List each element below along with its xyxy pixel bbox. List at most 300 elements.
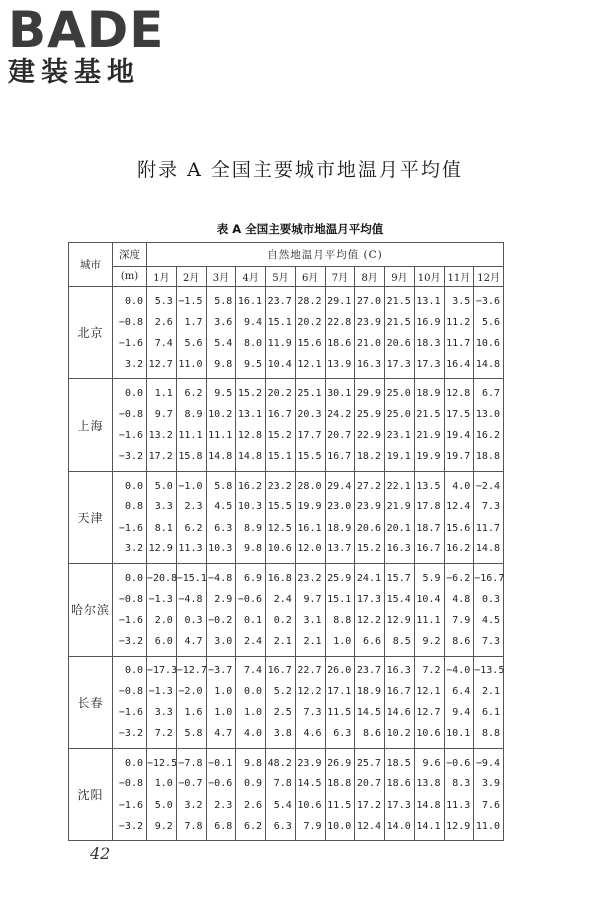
temperature-cell: 7.4 bbox=[236, 656, 266, 681]
temperature-cell: 14.0 bbox=[385, 816, 415, 841]
temperature-cell: 12.2 bbox=[355, 610, 385, 631]
temperature-cell: 15.6 bbox=[295, 333, 325, 354]
temperature-cell: 2.0 bbox=[147, 610, 177, 631]
temperature-cell: 7.6 bbox=[474, 795, 504, 816]
city-name: 沈阳 bbox=[69, 748, 113, 840]
temperature-cell: 19.4 bbox=[444, 425, 474, 446]
table-row bbox=[69, 773, 504, 794]
temperature-cell: 5.3 bbox=[147, 287, 177, 312]
temperature-cell: 1.1 bbox=[147, 379, 177, 404]
temperature-cell: 6.3 bbox=[325, 723, 355, 748]
header-month: 4月 bbox=[236, 267, 266, 287]
temperature-cell: 15.5 bbox=[266, 496, 296, 517]
temperature-cell: −0.6 bbox=[444, 748, 474, 773]
temperature-cell: 18.8 bbox=[325, 773, 355, 794]
depth-cell: −1.6 bbox=[113, 610, 147, 631]
temperature-cell: 19.9 bbox=[414, 446, 444, 471]
depth-cell: −1.6 bbox=[113, 517, 147, 538]
temperature-cell: 28.0 bbox=[295, 471, 325, 496]
temperature-cell: −1.0 bbox=[176, 471, 206, 496]
temperature-cell: 11.3 bbox=[444, 795, 474, 816]
temperature-cell: 19.1 bbox=[385, 446, 415, 471]
temperature-cell: 2.1 bbox=[474, 681, 504, 702]
temperature-cell: 12.8 bbox=[236, 425, 266, 446]
temperature-cell: 25.9 bbox=[325, 564, 355, 589]
temperature-cell: 12.0 bbox=[295, 539, 325, 564]
temperature-cell: 12.9 bbox=[385, 610, 415, 631]
temperature-cell: 22.9 bbox=[355, 425, 385, 446]
temperature-cell: 21.9 bbox=[385, 496, 415, 517]
table-row bbox=[69, 610, 504, 631]
temperature-cell: 24.1 bbox=[355, 564, 385, 589]
temperature-cell: 13.0 bbox=[474, 404, 504, 425]
temperature-cell: 10.6 bbox=[295, 795, 325, 816]
temperature-cell: 5.8 bbox=[206, 287, 236, 312]
depth-cell: 0.0 bbox=[113, 748, 147, 773]
temperature-cell: −0.7 bbox=[176, 773, 206, 794]
temperature-cell: 6.3 bbox=[206, 517, 236, 538]
temperature-cell: 6.4 bbox=[444, 681, 474, 702]
temperature-cell: 18.6 bbox=[325, 333, 355, 354]
temperature-cell: 14.5 bbox=[355, 702, 385, 723]
depth-cell: 0.0 bbox=[113, 379, 147, 404]
depth-cell: −1.6 bbox=[113, 425, 147, 446]
temperature-cell: 3.8 bbox=[266, 723, 296, 748]
temperature-cell: 10.4 bbox=[266, 354, 296, 379]
temperature-cell: −6.2 bbox=[444, 564, 474, 589]
temperature-cell: 0.2 bbox=[266, 610, 296, 631]
temperature-cell: 14.8 bbox=[414, 795, 444, 816]
header-month: 11月 bbox=[444, 267, 474, 287]
temperature-cell: 12.1 bbox=[295, 354, 325, 379]
header-city: 城市 bbox=[69, 243, 113, 287]
temperature-cell: 16.3 bbox=[355, 354, 385, 379]
depth-cell: −3.2 bbox=[113, 723, 147, 748]
depth-cell: −0.8 bbox=[113, 589, 147, 610]
appendix-title: 附录 A 全国主要城市地温月平均值 bbox=[137, 159, 463, 181]
table-row bbox=[69, 287, 504, 312]
temperature-cell: 20.3 bbox=[295, 404, 325, 425]
temperature-cell: 1.0 bbox=[147, 773, 177, 794]
temperature-cell: 6.2 bbox=[176, 517, 206, 538]
temperature-cell: 7.4 bbox=[147, 333, 177, 354]
temperature-cell: 2.4 bbox=[236, 631, 266, 656]
table-row bbox=[69, 589, 504, 610]
temperature-cell: 16.2 bbox=[236, 471, 266, 496]
temperature-cell: 3.6 bbox=[206, 312, 236, 333]
temperature-cell: 17.1 bbox=[325, 681, 355, 702]
temperature-cell: 27.0 bbox=[355, 287, 385, 312]
temperature-cell: 10.0 bbox=[325, 816, 355, 841]
temperature-cell: 11.0 bbox=[176, 354, 206, 379]
temperature-cell: 18.3 bbox=[414, 333, 444, 354]
temperature-cell: 8.3 bbox=[444, 773, 474, 794]
temperature-cell: 3.9 bbox=[474, 773, 504, 794]
temperature-cell: 12.7 bbox=[147, 354, 177, 379]
header-month: 8月 bbox=[355, 267, 385, 287]
temperature-cell: 1.6 bbox=[176, 702, 206, 723]
temperature-cell: 17.5 bbox=[444, 404, 474, 425]
depth-cell: 0.8 bbox=[113, 496, 147, 517]
temperature-cell: 4.0 bbox=[444, 471, 474, 496]
temperature-cell: 27.2 bbox=[355, 471, 385, 496]
temperature-cell: 7.9 bbox=[295, 816, 325, 841]
temperature-cell: 8.6 bbox=[444, 631, 474, 656]
temperature-cell: 16.2 bbox=[444, 539, 474, 564]
temperature-cell: 9.7 bbox=[147, 404, 177, 425]
temperature-cell: −4.8 bbox=[206, 564, 236, 589]
temperature-cell: 2.1 bbox=[266, 631, 296, 656]
temperature-cell: 7.9 bbox=[444, 610, 474, 631]
temperature-cell: 24.2 bbox=[325, 404, 355, 425]
temperature-cell: 6.6 bbox=[355, 631, 385, 656]
temperature-cell: 8.8 bbox=[325, 610, 355, 631]
temperature-cell: −3.7 bbox=[206, 656, 236, 681]
table-row bbox=[69, 795, 504, 816]
temperature-cell: 12.9 bbox=[147, 539, 177, 564]
temperature-cell: −16.7 bbox=[474, 564, 504, 589]
city-name: 天津 bbox=[69, 471, 113, 563]
brand-logo bbox=[8, 1, 165, 90]
temperature-cell: 48.2 bbox=[266, 748, 296, 773]
temperature-cell: −12.7 bbox=[176, 656, 206, 681]
depth-cell: −0.8 bbox=[113, 312, 147, 333]
temperature-cell: −1.3 bbox=[147, 681, 177, 702]
depth-cell: −1.6 bbox=[113, 333, 147, 354]
table-row bbox=[69, 723, 504, 748]
table-row bbox=[69, 539, 504, 564]
temperature-cell: 7.8 bbox=[176, 816, 206, 841]
temperature-cell: 23.9 bbox=[295, 748, 325, 773]
temperature-cell: 15.1 bbox=[266, 312, 296, 333]
header-depth-unit: (m) bbox=[113, 267, 147, 287]
temperature-cell: 15.5 bbox=[295, 446, 325, 471]
temperature-cell: 5.4 bbox=[266, 795, 296, 816]
temperature-cell: −1.3 bbox=[147, 589, 177, 610]
table-row bbox=[69, 816, 504, 841]
header-month: 1月 bbox=[147, 267, 177, 287]
temperature-cell: 16.7 bbox=[385, 681, 415, 702]
temperature-cell: −12.5 bbox=[147, 748, 177, 773]
temperature-cell: −15.1 bbox=[176, 564, 206, 589]
temperature-cell: 15.6 bbox=[444, 517, 474, 538]
table-row bbox=[69, 425, 504, 446]
header-month: 7月 bbox=[325, 267, 355, 287]
temperature-cell: −0.6 bbox=[236, 589, 266, 610]
temperature-cell: 22.1 bbox=[385, 471, 415, 496]
temperature-cell: 5.6 bbox=[474, 312, 504, 333]
temperature-cell: 4.8 bbox=[444, 589, 474, 610]
temperature-cell: 2.1 bbox=[295, 631, 325, 656]
temperature-cell: −4.8 bbox=[176, 589, 206, 610]
temperature-cell: 9.2 bbox=[147, 816, 177, 841]
temperature-cell: 8.9 bbox=[236, 517, 266, 538]
temperature-cell: 9.8 bbox=[236, 539, 266, 564]
temperature-cell: 9.7 bbox=[295, 589, 325, 610]
city-name: 上海 bbox=[69, 379, 113, 471]
temperature-cell: 12.1 bbox=[414, 681, 444, 702]
temperature-cell: 11.1 bbox=[176, 425, 206, 446]
temperature-cell: 22.8 bbox=[325, 312, 355, 333]
temperature-cell: 5.8 bbox=[176, 723, 206, 748]
temperature-cell: 29.1 bbox=[325, 287, 355, 312]
temperature-cell: 16.3 bbox=[385, 539, 415, 564]
temperature-cell: 20.6 bbox=[385, 333, 415, 354]
temperature-cell: 8.8 bbox=[474, 723, 504, 748]
temperature-cell: 14.8 bbox=[206, 446, 236, 471]
header-month: 3月 bbox=[206, 267, 236, 287]
temperature-cell: 23.9 bbox=[355, 496, 385, 517]
table-row bbox=[69, 517, 504, 538]
temperature-cell: 17.7 bbox=[295, 425, 325, 446]
temperature-cell: 23.2 bbox=[295, 564, 325, 589]
temperature-cell: 2.4 bbox=[266, 589, 296, 610]
temperature-cell: 17.2 bbox=[355, 795, 385, 816]
temperature-cell: 23.7 bbox=[266, 287, 296, 312]
depth-cell: 0.0 bbox=[113, 471, 147, 496]
depth-cell: −1.6 bbox=[113, 702, 147, 723]
temperature-cell: 21.5 bbox=[385, 312, 415, 333]
depth-cell: 0.0 bbox=[113, 287, 147, 312]
temperature-cell: 21.5 bbox=[414, 404, 444, 425]
temperature-cell: −17.3 bbox=[147, 656, 177, 681]
temperature-cell: 13.8 bbox=[414, 773, 444, 794]
header-month: 9月 bbox=[385, 267, 415, 287]
temperature-cell: 11.9 bbox=[266, 333, 296, 354]
temperature-cell: 18.9 bbox=[414, 379, 444, 404]
table-row bbox=[69, 333, 504, 354]
temperature-cell: 12.8 bbox=[444, 379, 474, 404]
table-row bbox=[69, 564, 504, 589]
temperature-cell: 3.0 bbox=[206, 631, 236, 656]
temperature-cell: −2.0 bbox=[176, 681, 206, 702]
temperature-cell: 2.5 bbox=[266, 702, 296, 723]
temperature-cell: −7.8 bbox=[176, 748, 206, 773]
temperature-cell: 12.2 bbox=[295, 681, 325, 702]
header-data: 自然地温月平均值 (C) bbox=[147, 243, 504, 267]
temperature-cell: 7.8 bbox=[266, 773, 296, 794]
temperature-cell: 29.4 bbox=[325, 471, 355, 496]
table-row bbox=[69, 748, 504, 773]
city-name: 哈尔滨 bbox=[69, 564, 113, 656]
temperature-cell: 15.1 bbox=[325, 589, 355, 610]
temperature-cell: 30.1 bbox=[325, 379, 355, 404]
temperature-cell: 25.7 bbox=[355, 748, 385, 773]
temperature-cell: 8.5 bbox=[385, 631, 415, 656]
temperature-cell: 10.4 bbox=[414, 589, 444, 610]
temperature-cell: 20.6 bbox=[355, 517, 385, 538]
temperature-cell: 17.3 bbox=[385, 354, 415, 379]
temperature-cell: 6.8 bbox=[206, 816, 236, 841]
temperature-cell: 25.0 bbox=[385, 404, 415, 425]
temperature-cell: 20.2 bbox=[266, 379, 296, 404]
temperature-cell: 4.5 bbox=[474, 610, 504, 631]
temperature-cell: 17.8 bbox=[414, 496, 444, 517]
temperature-cell: 9.5 bbox=[236, 354, 266, 379]
temperature-cell: 8.1 bbox=[147, 517, 177, 538]
temperature-cell: 4.0 bbox=[236, 723, 266, 748]
temperature-cell: 6.0 bbox=[147, 631, 177, 656]
temperature-cell: 18.8 bbox=[474, 446, 504, 471]
temperature-cell: 15.1 bbox=[266, 446, 296, 471]
table-row bbox=[69, 379, 504, 404]
temperature-cell: 6.9 bbox=[236, 564, 266, 589]
temperature-cell: 17.2 bbox=[147, 446, 177, 471]
temperature-cell: 20.1 bbox=[385, 517, 415, 538]
depth-cell: −1.6 bbox=[113, 795, 147, 816]
temperature-cell: 3.1 bbox=[295, 610, 325, 631]
temperature-cell: 14.6 bbox=[385, 702, 415, 723]
temperature-cell: −3.6 bbox=[474, 287, 504, 312]
temperature-cell: 16.8 bbox=[266, 564, 296, 589]
temperature-cell: 9.4 bbox=[236, 312, 266, 333]
temperature-cell: 23.7 bbox=[355, 656, 385, 681]
temperature-cell: 3.5 bbox=[444, 287, 474, 312]
header-month: 10月 bbox=[414, 267, 444, 287]
temperature-cell: 5.0 bbox=[147, 795, 177, 816]
depth-cell: −0.8 bbox=[113, 404, 147, 425]
temperature-cell: 6.2 bbox=[176, 379, 206, 404]
temperature-cell: 20.7 bbox=[355, 773, 385, 794]
header-month: 2月 bbox=[176, 267, 206, 287]
temperature-cell: 1.0 bbox=[236, 702, 266, 723]
temperature-cell: 4.6 bbox=[295, 723, 325, 748]
temperature-cell: 23.9 bbox=[355, 312, 385, 333]
depth-cell: 3.2 bbox=[113, 539, 147, 564]
temperature-cell: 16.2 bbox=[474, 425, 504, 446]
ground-temperature-table bbox=[68, 242, 504, 841]
temperature-cell: 0.0 bbox=[236, 681, 266, 702]
temperature-cell: 14.1 bbox=[414, 816, 444, 841]
table-row bbox=[69, 681, 504, 702]
temperature-cell: 11.5 bbox=[325, 702, 355, 723]
temperature-cell: 16.4 bbox=[444, 354, 474, 379]
page-number: 42 bbox=[90, 844, 111, 863]
temperature-cell: 10.6 bbox=[414, 723, 444, 748]
temperature-cell: 18.6 bbox=[385, 773, 415, 794]
temperature-cell: 13.1 bbox=[414, 287, 444, 312]
temperature-cell: 15.2 bbox=[266, 425, 296, 446]
temperature-cell: 13.1 bbox=[236, 404, 266, 425]
temperature-cell: 26.0 bbox=[325, 656, 355, 681]
depth-cell: 0.0 bbox=[113, 564, 147, 589]
temperature-cell: 16.1 bbox=[295, 517, 325, 538]
temperature-cell: −4.0 bbox=[444, 656, 474, 681]
table-row bbox=[69, 312, 504, 333]
temperature-cell: 28.2 bbox=[295, 287, 325, 312]
temperature-cell: 12.5 bbox=[266, 517, 296, 538]
table-row bbox=[69, 354, 504, 379]
temperature-cell: 17.3 bbox=[414, 354, 444, 379]
temperature-cell: 14.8 bbox=[236, 446, 266, 471]
temperature-cell: 6.1 bbox=[474, 702, 504, 723]
header-month: 5月 bbox=[266, 267, 296, 287]
temperature-cell: 6.3 bbox=[266, 816, 296, 841]
temperature-cell: 10.3 bbox=[236, 496, 266, 517]
temperature-cell: 0.1 bbox=[236, 610, 266, 631]
table-row bbox=[69, 446, 504, 471]
temperature-cell: 8.6 bbox=[355, 723, 385, 748]
temperature-cell: 9.2 bbox=[414, 631, 444, 656]
temperature-cell: 10.6 bbox=[266, 539, 296, 564]
logo-wordmark: BADE bbox=[8, 1, 165, 59]
temperature-cell: 13.9 bbox=[325, 354, 355, 379]
temperature-cell: 2.3 bbox=[206, 795, 236, 816]
temperature-cell: 13.2 bbox=[147, 425, 177, 446]
temperature-cell: 14.8 bbox=[474, 354, 504, 379]
temperature-cell: 2.3 bbox=[176, 496, 206, 517]
temperature-cell: 5.4 bbox=[206, 333, 236, 354]
table-row bbox=[69, 631, 504, 656]
temperature-cell: 7.2 bbox=[147, 723, 177, 748]
temperature-cell: 4.5 bbox=[206, 496, 236, 517]
temperature-cell: −0.6 bbox=[206, 773, 236, 794]
temperature-cell: 11.7 bbox=[444, 333, 474, 354]
temperature-cell: 6.7 bbox=[474, 379, 504, 404]
table-row bbox=[69, 702, 504, 723]
temperature-cell: 9.6 bbox=[414, 748, 444, 773]
temperature-cell: 15.4 bbox=[385, 589, 415, 610]
temperature-cell: 16.3 bbox=[385, 656, 415, 681]
temperature-cell: 26.9 bbox=[325, 748, 355, 773]
depth-cell: −0.8 bbox=[113, 773, 147, 794]
temperature-cell: 14.5 bbox=[295, 773, 325, 794]
temperature-cell: 5.8 bbox=[206, 471, 236, 496]
temperature-cell: 18.5 bbox=[385, 748, 415, 773]
temperature-cell: 3.2 bbox=[176, 795, 206, 816]
temperature-cell: 13.5 bbox=[414, 471, 444, 496]
temperature-cell: 29.9 bbox=[355, 379, 385, 404]
temperature-cell: 11.7 bbox=[474, 517, 504, 538]
table-row bbox=[69, 471, 504, 496]
temperature-cell: 12.9 bbox=[444, 816, 474, 841]
temperature-cell: 18.9 bbox=[355, 681, 385, 702]
temperature-cell: 0.3 bbox=[474, 589, 504, 610]
temperature-cell: 17.3 bbox=[385, 795, 415, 816]
temperature-cell: 21.0 bbox=[355, 333, 385, 354]
temperature-cell: 21.9 bbox=[414, 425, 444, 446]
temperature-cell: 23.1 bbox=[385, 425, 415, 446]
temperature-cell: 5.0 bbox=[147, 471, 177, 496]
temperature-cell: −2.4 bbox=[474, 471, 504, 496]
temperature-cell: −9.4 bbox=[474, 748, 504, 773]
temperature-cell: 19.7 bbox=[444, 446, 474, 471]
temperature-cell: 1.7 bbox=[176, 312, 206, 333]
temperature-cell: 2.6 bbox=[147, 312, 177, 333]
temperature-cell: −0.1 bbox=[206, 748, 236, 773]
depth-cell: −0.8 bbox=[113, 681, 147, 702]
temperature-cell: 14.8 bbox=[474, 539, 504, 564]
temperature-cell: 18.9 bbox=[325, 517, 355, 538]
depth-cell: 3.2 bbox=[113, 354, 147, 379]
temperature-cell: 3.3 bbox=[147, 496, 177, 517]
temperature-cell: 17.3 bbox=[355, 589, 385, 610]
header-depth: 深度 bbox=[113, 243, 147, 267]
logo-subtitle: 建装基地 bbox=[8, 57, 140, 88]
temperature-cell: 12.4 bbox=[444, 496, 474, 517]
temperature-cell: 9.5 bbox=[206, 379, 236, 404]
depth-cell: −3.2 bbox=[113, 816, 147, 841]
table-caption: 表 A 全国主要城市地温月平均值 bbox=[216, 222, 384, 236]
temperature-cell: 7.3 bbox=[295, 702, 325, 723]
temperature-cell: 20.7 bbox=[325, 425, 355, 446]
temperature-cell: −13.5 bbox=[474, 656, 504, 681]
temperature-cell: 0.9 bbox=[236, 773, 266, 794]
temperature-cell: 11.5 bbox=[325, 795, 355, 816]
temperature-cell: 22.7 bbox=[295, 656, 325, 681]
temperature-cell: 15.7 bbox=[385, 564, 415, 589]
temperature-cell: 25.1 bbox=[295, 379, 325, 404]
